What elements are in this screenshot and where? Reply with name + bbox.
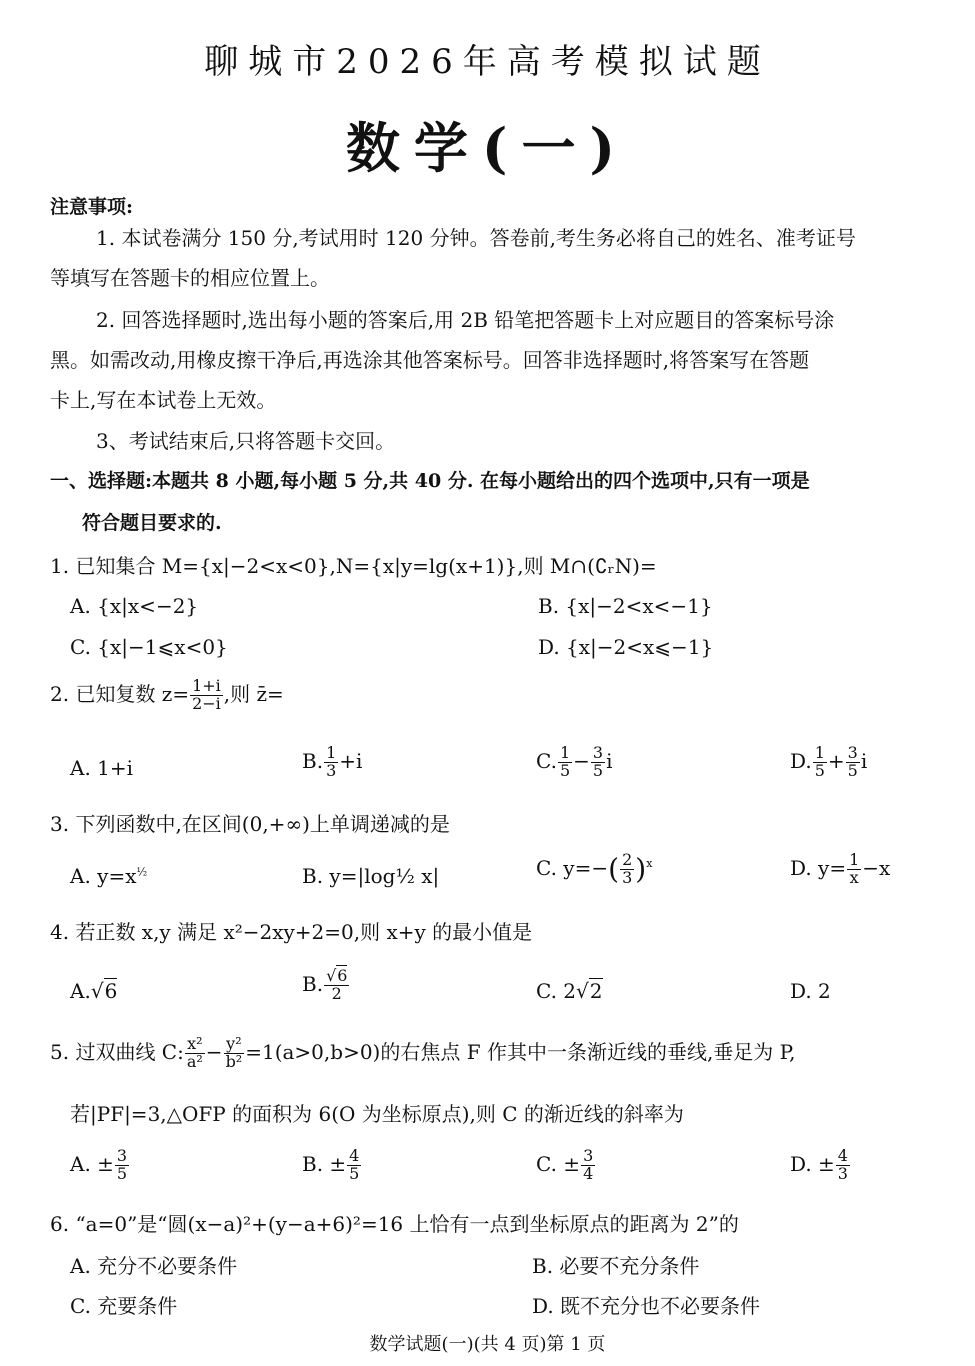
fraction: $\frac{4}{3}$ bbox=[837, 1146, 848, 1183]
subject-title: 数学(一) bbox=[345, 116, 630, 180]
question-2-option-c: C. $\frac{1}{5}$ − $\frac{3}{5}$ i bbox=[536, 743, 613, 780]
section-heading: 一、选择题:本题共 8 小题,每小题 5 分,共 40 分. 在每小题给出的四个选项中,只有一项是 bbox=[50, 470, 810, 492]
question-4-option-d: D. 2 bbox=[790, 979, 831, 1003]
question-1-option-c: C. {x|−1⩽x<0} bbox=[70, 635, 228, 659]
question-6-option-a: A. 充分不必要条件 bbox=[70, 1254, 238, 1278]
fraction: $\frac{1}{5}$ bbox=[814, 743, 825, 780]
question-3-option-b: B. y=|log½ x| bbox=[302, 864, 440, 888]
fraction: $\frac{1}{x}$ bbox=[849, 850, 860, 887]
notice-item-1-cont: 等填写在答题卡的相应位置上。 bbox=[50, 266, 330, 290]
question-6-option-d: D. 既不充分也不必要条件 bbox=[532, 1294, 761, 1318]
question-3-option-a: A. $y=x^{\frac{1}{2}}$ bbox=[70, 864, 148, 888]
question-2-option-d: D. $\frac{1}{5}$ + $\frac{3}{5}$ i bbox=[790, 743, 868, 780]
question-4-option-a: A.√6 bbox=[70, 979, 118, 1003]
notice-heading: 注意事项: bbox=[50, 196, 134, 218]
question-4-option-b: B. $\frac{√6}{2}$ bbox=[302, 966, 348, 1003]
notice-item-2: 2. 回答选择题时,选出每小题的答案后,用 2B 铅笔把答题卡上对应题目的答案标号涂 bbox=[96, 308, 835, 332]
question-1-option-d: D. {x|−2<x⩽−1} bbox=[538, 635, 714, 659]
fraction: $\frac{2}{3}$ bbox=[622, 850, 633, 887]
question-5-option-c: C. ± $\frac{3}{4}$ bbox=[536, 1146, 594, 1183]
question-6-stem: 6. “a=0”是“圆(x−a)²+(y−a+6)²=16 上恰有一点到坐标原点的距离为 2”的 bbox=[50, 1212, 739, 1236]
question-2-option-a: A. 1+i bbox=[70, 756, 134, 780]
question-4-stem: 4. 若正数 x,y 满足 x²−2xy+2=0,则 x+y 的最小值是 bbox=[50, 920, 533, 944]
question-5-option-a: A. ± $\frac{3}{5}$ bbox=[70, 1146, 128, 1183]
fraction: $\frac{1+i}{2-i}$ bbox=[192, 676, 221, 713]
question-1-option-a: A. {x|x<−2} bbox=[70, 594, 199, 618]
question-5-stem-cont: 若|PF|=3,△OFP 的面积为 6(O 为坐标原点),则 C 的渐近线的斜率为 bbox=[70, 1102, 684, 1126]
fraction: $\frac{\text{y²}}{\text{b²}}$ bbox=[225, 1034, 243, 1071]
fraction: $\frac{3}{4}$ bbox=[583, 1146, 594, 1183]
question-5-option-b: B. ± $\frac{4}{5}$ bbox=[302, 1146, 360, 1183]
fraction: $\frac{\text{x²}}{\text{a²}}$ bbox=[186, 1034, 203, 1071]
fraction: $\frac{3}{5}$ bbox=[847, 743, 858, 780]
question-5-stem: 5. 过双曲线 C: $\frac{\text{x²}}{\text{a²}}$ − $\frac{\text{y²}}{\text{b²}}$ =1(a>0,b>0)的右焦点 F 作其中一条渐近线的垂线,垂足为 P, bbox=[50, 1034, 796, 1071]
notice-item-3: 3、考试结束后,只将答题卡交回。 bbox=[96, 429, 396, 453]
fraction: $\frac{3}{5}$ bbox=[116, 1146, 128, 1183]
section-heading-cont: 符合题目要求的. bbox=[82, 512, 222, 534]
fraction: $\frac{√6}{2}$ bbox=[326, 966, 348, 1003]
question-6-option-b: B. 必要不充分条件 bbox=[532, 1254, 700, 1278]
question-2-option-b: B. $\frac{1}{3}$ +i bbox=[302, 743, 363, 780]
page-footer: 数学试题(一)(共 4 页)第 1 页 bbox=[369, 1334, 606, 1355]
fraction: $\frac{1}{5}$ bbox=[559, 743, 571, 780]
fraction: $\frac{4}{5}$ bbox=[349, 1146, 360, 1183]
question-4-option-c: C. 2√2 bbox=[536, 979, 603, 1003]
notice-item-2-cont: 黑。如需改动,用橡皮擦干净后,再选涂其他答案标号。回答非选择题时,将答案写在答题 bbox=[50, 348, 810, 372]
fraction: $\frac{1}{3}$ bbox=[326, 743, 337, 780]
question-1-option-b: B. {x|−2<x<−1} bbox=[538, 594, 713, 618]
exam-title: 聊城市2026年高考模拟试题 bbox=[204, 42, 771, 82]
question-5-option-d: D. ± $\frac{4}{3}$ bbox=[790, 1146, 848, 1183]
question-3-option-c: C. y=−( $\frac{2}{3}$ )$^x$ bbox=[536, 850, 653, 887]
notice-item-2-cont2: 卡上,写在本试卷上无效。 bbox=[50, 388, 277, 412]
question-3-option-d: D. y= $\frac{1}{x}$ −x bbox=[790, 850, 891, 887]
question-2-stem: 2. 已知复数 z= $\frac{1+i}{2-i}$ ,则 z̄= bbox=[50, 676, 284, 713]
question-6-option-c: C. 充要条件 bbox=[70, 1294, 178, 1318]
question-3-stem: 3. 下列函数中,在区间(0,+∞)上单调递减的是 bbox=[50, 812, 450, 836]
notice-item-1: 1. 本试卷满分 150 分,考试用时 120 分钟。答卷前,考生务必将自己的姓名、准考证号 bbox=[96, 226, 856, 250]
fraction: $\frac{3}{5}$ bbox=[592, 743, 604, 780]
question-1-stem: 1. 已知集合 M={x|−2<x<0},N={x|y=lg(x+1)},则 M∩(∁ᵣN)= bbox=[50, 554, 657, 578]
